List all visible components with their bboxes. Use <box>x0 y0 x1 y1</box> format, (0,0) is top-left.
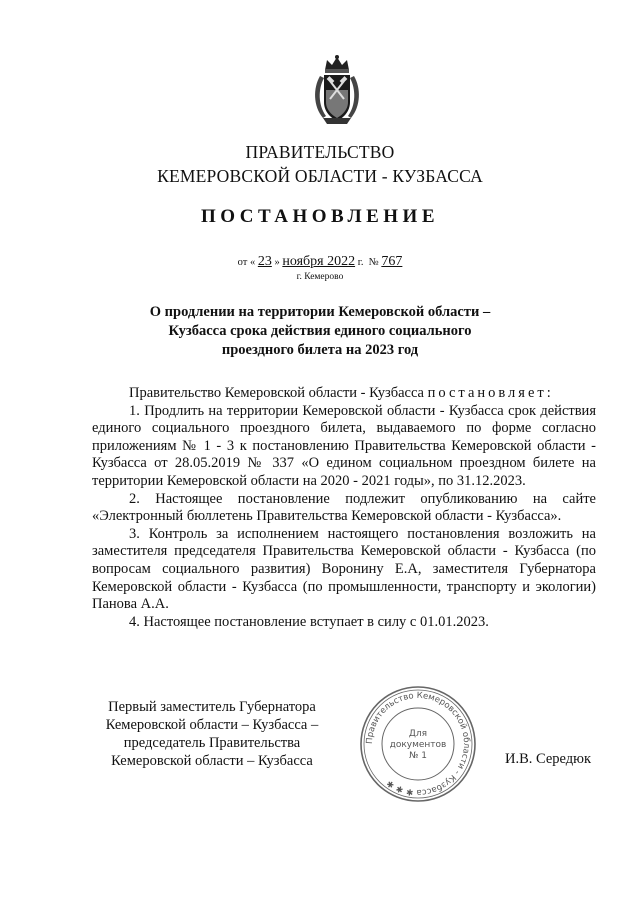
date-prefix: от « <box>237 257 256 268</box>
signer-title-line3: председатель Правительства <box>123 735 301 751</box>
coat-of-arms-icon <box>311 54 363 126</box>
subject-line3: проездного билета на 2023 год <box>221 342 419 358</box>
signer-title <box>92 698 332 770</box>
signer-title-line4: Кемеровской области – Кузбасса <box>111 753 313 769</box>
city-name: г. Кемерово <box>296 272 344 282</box>
date-year-suffix: г. <box>357 257 364 268</box>
date-number-line <box>0 254 640 270</box>
document-body <box>92 385 596 631</box>
signer-name: И.В. Середюк <box>505 751 592 767</box>
intro-verb: постановляет: <box>427 385 554 401</box>
document-type-title: ПОСТАНОВЛЕНИЕ <box>200 206 440 227</box>
government-name-line1: ПРАВИТЕЛЬСТВО <box>245 142 395 162</box>
stamp-ring-text: Правительство Кемеровской области - Кузбасса ✱ ✱ ✱ <box>364 690 472 798</box>
government-name-line2: КЕМЕРОВСКОЙ ОБЛАСТИ - КУЗБАССА <box>157 166 483 186</box>
stamp-center-line2: документов <box>389 740 447 750</box>
paragraph-1: 1. Продлить на территории Кемеровской области - Кузбасса срок действия единого социального проездного билета, выдаваемого по форме согласно приложениям № 1 - 3 к постановлению Правительства Кемеровской области - Кузбасса от 28.05.2019 № 337 «О едином социальном проездном билете на территории Кемеровской области на 2020 - 2021 годы», по 31.12.2023. <box>92 402 596 489</box>
official-stamp <box>358 684 478 804</box>
paragraph-2: 2. Настоящее постановление подлежит опубликованию на сайте «Электронный бюллетень Правительства Кемеровской области - Кузбасса». <box>92 490 596 525</box>
number-sign: № <box>368 257 379 268</box>
date-month-year: ноября 2022 <box>282 254 356 269</box>
signer-title-line1: Первый заместитель Губернатора <box>108 699 316 715</box>
stamp-center-line3: № 1 <box>409 751 427 761</box>
paragraph-4: 4. Настоящее постановление вступает в силу с 01.01.2023. <box>129 613 489 630</box>
date-close-quote: » <box>274 257 280 268</box>
stamp-center-line1: Для <box>408 729 428 739</box>
subject-line1: О продлении на территории Кемеровской области – <box>149 304 491 320</box>
paragraph-3: 3. Контроль за исполнением настоящего постановления возложить на заместителя председателя Правительства Кемеровской области - Кузбасса (по вопросам социального развития) Воронину Е.А, заместителя Губернатора Кемеровской области - Кузбасса (по промышленности, транспорту и экологии) Панова А.А. <box>92 525 596 613</box>
subject-line2: Кузбасса срока действия единого социального <box>168 323 472 339</box>
date-day: 23 <box>257 254 272 269</box>
document-number: 767 <box>381 254 403 269</box>
document-subject <box>130 303 510 360</box>
intro-paragraph <box>92 385 596 403</box>
signer-title-line2: Кемеровской области – Кузбасса – <box>105 717 319 733</box>
intro-text: Правительство Кемеровской области - Кузбасса <box>129 385 424 401</box>
